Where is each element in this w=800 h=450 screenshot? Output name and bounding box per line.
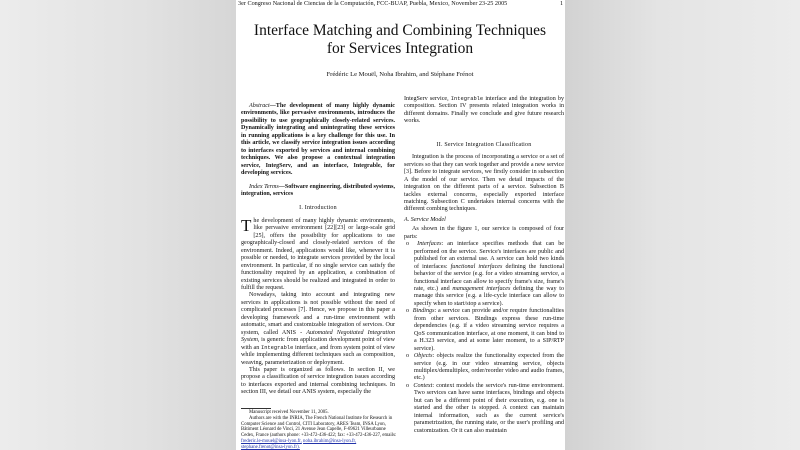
title-line-2: for Services Integration bbox=[326, 40, 474, 57]
conference-header: 3er Congreso Nacional de Ciencias de la Computación, FCC-BUAP, Puebla, Mexico, November 23-25 2005 bbox=[238, 0, 508, 7]
authors: Frédéric Le Mouël, Noha Ibrahim, and Stéphane Frénot bbox=[326, 71, 474, 78]
anis-name: Automated Negotiated Integration System bbox=[241, 329, 395, 344]
term-bindings: Bindings bbox=[412, 308, 435, 315]
bullet: o bbox=[406, 382, 410, 389]
email-link-3[interactable]: stephane.frenot@insa-lyon.fr). bbox=[241, 444, 300, 450]
list-item-context bbox=[404, 383, 564, 435]
page-number: 1 bbox=[560, 0, 564, 7]
intro-text-2: Nowadays, taking into account and integrating new services in applications is not possible without the need of complicated processes [7]. Hence, we propose in this paper a developing framework and a run-time environment with automatic, smart and customizable integration of services. Our system, called ANIS - bbox=[241, 292, 395, 336]
email-link-2[interactable]: noha.ibrahim@insa-lyon.fr, bbox=[303, 438, 357, 444]
intro-paragraph-3: This paper is organized as follows. In section II, we propose a classification of service integration issues according to interfaces exported and internal combining techniques. In section III, we detail our ANIS system, especially the bbox=[241, 366, 395, 396]
list-item-interfaces bbox=[404, 241, 564, 308]
right-text-0a: IntegServ service, bbox=[404, 96, 451, 102]
index-terms-text: —Software engineering, distributed systems, integration, services bbox=[241, 183, 396, 197]
running-header bbox=[238, 0, 565, 7]
abstract-label: Abstract bbox=[249, 103, 270, 109]
term-interfaces: Interfaces bbox=[417, 241, 442, 248]
bullet: o bbox=[406, 353, 410, 360]
document-page[interactable] bbox=[236, 0, 565, 450]
right-text-0b: interface and the integration by composition. Section IV presents related integration works in different domains. Finally we conclude and give future research works. bbox=[404, 96, 564, 125]
right-paragraph-2: As shown in the figure 1, our service is composed of four parts: bbox=[404, 226, 564, 240]
li4-a: : context models the service's run-time environment. Two services can have same interfaces, bindings and objects but can be a different point of their execution, e.g. one is started and the other is stopped. A context can maintain internal information, such as the current service's parametrization, the running state, or the user's profiling and customization. Or it can also maintain bbox=[414, 382, 564, 434]
footnote-rule bbox=[241, 408, 271, 409]
intro-text-1: he development of many highly dynamic environments, like pervasive environment [22][23] or large-scale grid [25], offers the possibility for applications to use geographically-closed and closely-related services of the environment. Indeed, applications would like, whenever it is possible or needed, to integrate services provided by the local environment. In particular, if no single service can satisfy the functionality required by an application, a combination of existing services should be realized and integrated in order to fulfill the request. bbox=[241, 217, 395, 291]
index-terms-label: Index Terms bbox=[249, 183, 279, 190]
right-paragraph-0 bbox=[404, 96, 564, 126]
term-objects: Objects bbox=[413, 353, 433, 360]
li2-a: : a service can provide and/or require functionalities from other services. Bindings express these run-time dependencies (e.g. if a video streaming service requires a QoS communication interface, at one moment, it can bind to a H.323 service, and at some later moment, to a SIP/RTP service). bbox=[414, 308, 564, 352]
abstract bbox=[241, 103, 395, 178]
intro-paragraph-1 bbox=[241, 215, 395, 293]
footnote-received: Manuscript received November 11, 2005. bbox=[249, 410, 329, 415]
section-heading-introduction: I. Introduction bbox=[299, 205, 337, 212]
term-context: Context bbox=[413, 382, 433, 389]
term-functional-interfaces: functional interfaces bbox=[450, 263, 503, 270]
title-line-1: Interface Matching and Combining Techniques bbox=[253, 22, 547, 39]
intro-text-2c: interface, and from system point of view while implementing different techniques such as composition, weaving, parameterization or deployment. bbox=[241, 344, 395, 366]
subsection-heading-service-model: A. Service Model bbox=[404, 216, 446, 223]
footnote-affiliation bbox=[241, 416, 399, 450]
li3-a: : objects realize the functionality expected from the service (e.g. in our video streaming service, objects multiplex/demultiplex, order/reorder video and audio frames, etc.) bbox=[414, 353, 564, 382]
right-column bbox=[404, 96, 564, 435]
term-management-interfaces: management interfaces bbox=[452, 285, 511, 292]
drop-cap: T bbox=[241, 215, 252, 235]
intro-paragraph-2 bbox=[241, 292, 395, 367]
intro-text-2b: , is generic from application development point of view with an bbox=[241, 337, 395, 351]
list-item-bindings bbox=[404, 308, 564, 353]
footnote-affil-text: Authors are with the INRIA, The French National Institute for Research in Computer Science and Control, CITI Laboratory, ARES Team, INSA Lyon, Bâtiment Léonard de Vinci, 21 Avenue Jean Capelle, F-69621 Villeurbanne Cedex, France (authors phone: +33-472-436-422; fax: +33-472-436-227, emails: bbox=[241, 415, 397, 439]
footnote bbox=[241, 408, 399, 450]
right-paragraph-1: Integration is the process of incorporating a service or a set of services so that they can work together and provide a new service [3]. Before to integrate services, we firstly consider in subsection A the model of our service. Then we detail impacts of the integration on the different parts of a service. Subsection B tackles external concerns, especially exported interface matching. Subsection C undertakes internal concerns with the different combing techniques. bbox=[404, 154, 564, 213]
section-heading-classification: II. Service Integration Classification bbox=[436, 141, 532, 148]
abstract-text: —The development of many highly dynamic environments, like pervasive environments, introduces the possibility to use geographically closely-related services. Dynamically integrating and unintegrating these services in running applications is a key challenge for this use. In this article, we classify service integration issues according to interfaces exported by services and internal combining techniques. We also propose a contextual integration service, IntegServ, and an interface, Integrable, for developing services. bbox=[241, 103, 395, 177]
bullet: o bbox=[406, 308, 410, 315]
integrable-code-2: Integrable bbox=[450, 96, 484, 102]
paper-title bbox=[236, 22, 565, 58]
li1-b: defining the functional behavior of the service (e.g. for a video streaming service, a functional interface can allow to specify frame's size, frame's rate, etc.) and bbox=[414, 263, 565, 292]
email-link-1[interactable]: frederic.le-mouel@insa-lyon.fr, bbox=[241, 438, 302, 444]
viewer-background-right bbox=[565, 0, 800, 450]
viewer-background-left bbox=[0, 0, 236, 450]
integrable-code: Integrable bbox=[260, 344, 294, 351]
index-terms bbox=[241, 184, 395, 199]
li1-a: : an interface specifies methods that can be performed on the service. Service's interfaces are public and published for an external use. A service can hold two kinds of interfaces: bbox=[414, 241, 565, 270]
li1-c: defining the way to manage this service (e.g. a life-cycle interface can allow to specify when to start/stop a service). bbox=[414, 285, 564, 307]
bullet: o bbox=[406, 241, 410, 248]
left-column bbox=[241, 103, 395, 397]
list-item-objects bbox=[404, 353, 564, 383]
